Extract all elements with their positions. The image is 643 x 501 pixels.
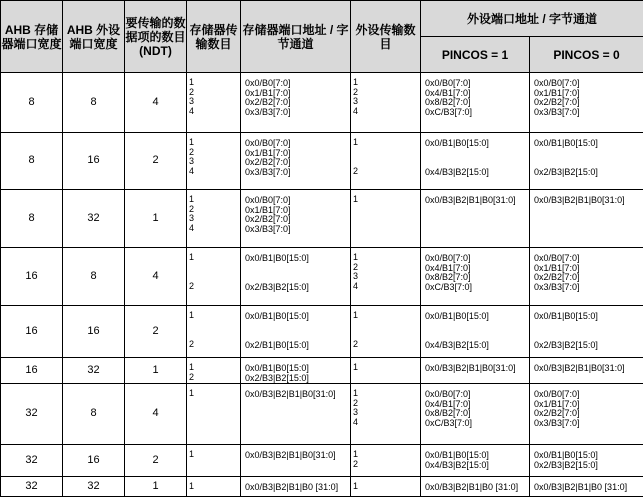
- cell-line: 0x0/B0[7:0]: [534, 389, 580, 400]
- cell-ndt: 1: [125, 477, 187, 497]
- cell-line: 1: [189, 137, 195, 147]
- table-row: [1, 445, 643, 477]
- cell-line: 0x2/B3|B2[15:0]: [245, 281, 309, 292]
- cell-line: 0x0/B3|B2|B1|B0[31:0]: [245, 450, 336, 461]
- header-pincos-0: PINCOS = 0: [530, 37, 643, 73]
- cell-mem-port-addr: [241, 445, 351, 477]
- cell-line: 3: [353, 407, 359, 418]
- cell-mem-port-addr: [241, 306, 351, 358]
- cell-line: 0x4/B1[7:0]: [425, 262, 471, 273]
- cell-line: 1: [353, 362, 359, 372]
- cell-line: 0x3/B3[7:0]: [245, 166, 291, 177]
- header-mem-transfer-count: 存储器传输数目: [187, 1, 241, 73]
- cell-mem-transfer-count: [187, 248, 241, 306]
- cell-ndt: 2: [125, 445, 187, 477]
- cell-mem-port-addr: [241, 358, 351, 384]
- cell-line: 3: [353, 271, 359, 282]
- cell-line: 1: [189, 481, 195, 492]
- cell-line: 0x1/B1[7:0]: [534, 262, 580, 273]
- cell-line: 0x2/B3|B2[15:0]: [534, 339, 598, 350]
- cell-line: 2: [189, 371, 195, 382]
- cell-line: 3: [189, 213, 195, 224]
- cell-line: [534, 149, 643, 159]
- header-ahb-mem-width: AHB 存储器端口宽度: [1, 1, 63, 73]
- cell-line: 0x0/B3|B2|B1|B0[31:0]: [534, 363, 625, 373]
- cell-line: 1: [189, 252, 195, 262]
- cell-pincos-1: [421, 133, 530, 190]
- header-periph-port-addr: 外设端口地址 / 字节通道: [421, 1, 643, 37]
- table-row: [1, 248, 643, 306]
- cell-pincos-0: [530, 190, 643, 248]
- cell-mem-port-addr: [241, 477, 351, 497]
- table-row: [1, 306, 643, 358]
- cell-line: 0x0/B1|B0[15:0]: [245, 363, 309, 373]
- cell-line: 0x3/B3[7:0]: [245, 106, 291, 117]
- cell-mem-port-addr: [241, 73, 351, 133]
- cell-line: 4: [353, 416, 359, 427]
- cell-line: [245, 264, 350, 274]
- cell-ndt: 4: [125, 73, 187, 133]
- cell-line: 0x2/B3|B2[15:0]: [534, 459, 598, 470]
- cell-mem-port-addr: [241, 248, 351, 306]
- cell-pincos-0: [530, 133, 643, 190]
- cell-ahb-mem-width: 32: [1, 445, 63, 477]
- cell-line: 2: [353, 86, 359, 97]
- cell-ndt: 4: [125, 248, 187, 306]
- cell-ndt: 1: [125, 358, 187, 384]
- cell-ahb-mem-width: 8: [1, 73, 63, 133]
- cell-line: 1: [353, 481, 359, 492]
- cell-pincos-1: [421, 73, 530, 133]
- cell-line: 0x0/B1|B0[15:0]: [245, 311, 309, 321]
- cell-mem-transfer-count: [187, 358, 241, 384]
- cell-mem-transfer-count: [187, 477, 241, 497]
- cell-line: [189, 321, 240, 331]
- cell-line: 0x0/B3|B2|B1|B0[31:0]: [425, 363, 516, 373]
- header-pincos-1: PINCOS = 1: [421, 37, 530, 73]
- cell-line: 0x8/B2[7:0]: [425, 408, 471, 419]
- cell-mem-transfer-count: [187, 384, 241, 445]
- cell-line: [189, 330, 240, 340]
- cell-line: 4: [353, 280, 359, 291]
- cell-line: [353, 330, 420, 340]
- cell-line: 0x0/B1|B0[15:0]: [425, 138, 489, 148]
- cell-line: 0x3/B3[7:0]: [534, 106, 580, 117]
- cell-line: [189, 272, 240, 282]
- cell-line: 1: [353, 252, 359, 262]
- cell-pincos-0: [530, 248, 643, 306]
- cell-line: 0x4/B3|B2[15:0]: [425, 166, 489, 177]
- cell-line: 0x0/B3|B2|B1|B0[31:0]: [245, 389, 336, 400]
- cell-pincos-0: [530, 306, 643, 358]
- cell-line: 2: [189, 338, 195, 349]
- cell-line: 0x0/B0[7:0]: [425, 389, 471, 400]
- cell-line: 0x2/B3|B2[15:0]: [534, 166, 598, 177]
- cell-pincos-1: [421, 306, 530, 358]
- cell-mem-port-addr: [241, 190, 351, 248]
- cell-periph-transfer-count: [351, 358, 421, 384]
- cell-periph-transfer-count: [351, 445, 421, 477]
- cell-line: 0x0/B0[7:0]: [245, 138, 291, 148]
- cell-line: 0x0/B3|B2|B1|B0 [31:0]: [425, 482, 519, 493]
- cell-ahb-mem-width: 16: [1, 358, 63, 384]
- cell-line: 2: [189, 146, 195, 157]
- cell-line: [425, 322, 529, 332]
- cell-line: [425, 149, 529, 159]
- cell-line: 4: [353, 105, 359, 116]
- table-row: [1, 477, 643, 497]
- cell-ahb-periph-width: 32: [63, 477, 125, 497]
- cell-line: 1: [353, 194, 359, 204]
- cell-line: 0x0/B0[7:0]: [425, 78, 471, 88]
- cell-line: 4: [189, 105, 195, 116]
- cell-line: 0x1/B1[7:0]: [245, 204, 291, 215]
- cell-line: 0x0/B1|B0[15:0]: [534, 138, 598, 148]
- cell-ahb-mem-width: 16: [1, 248, 63, 306]
- cell-line: [353, 148, 420, 158]
- cell-line: [189, 263, 240, 273]
- cell-line: 1: [189, 194, 195, 204]
- cell-line: 0x2/B2[7:0]: [245, 214, 291, 225]
- cell-line: [353, 321, 420, 331]
- cell-ndt: 1: [125, 190, 187, 248]
- cell-line: 0x2/B2[7:0]: [534, 97, 580, 108]
- cell-ahb-mem-width: 32: [1, 477, 63, 497]
- cell-ahb-periph-width: 16: [63, 133, 125, 190]
- cell-pincos-1: [421, 384, 530, 445]
- cell-mem-transfer-count: [187, 445, 241, 477]
- cell-line: 0x8/B2[7:0]: [425, 97, 471, 108]
- cell-line: 2: [189, 86, 195, 97]
- cell-periph-transfer-count: [351, 477, 421, 497]
- cell-ahb-periph-width: 16: [63, 445, 125, 477]
- cell-line: 1: [189, 388, 195, 399]
- table-row: [1, 73, 643, 133]
- table-row: [1, 190, 643, 248]
- cell-line: 0x0/B1|B0[15:0]: [534, 450, 598, 461]
- cell-periph-transfer-count: [351, 73, 421, 133]
- cell-line: 0x4/B3|B2[15:0]: [425, 339, 489, 350]
- cell-line: 0x4/B1[7:0]: [425, 87, 471, 98]
- cell-line: 4: [189, 222, 195, 233]
- cell-line: 0x2/B3|B2[15:0]: [245, 372, 309, 383]
- cell-line: 0x0/B0[7:0]: [245, 78, 291, 88]
- cell-line: 0x0/B0[7:0]: [425, 253, 471, 263]
- cell-line: 4: [189, 165, 195, 176]
- cell-pincos-1: [421, 190, 530, 248]
- cell-pincos-0: [530, 477, 643, 497]
- cell-line: 0xC/B3[7:0]: [425, 281, 473, 292]
- cell-line: 0x0/B3|B2|B1|B0 [31:0]: [245, 482, 339, 493]
- cell-ahb-mem-width: 8: [1, 190, 63, 248]
- cell-line: 0x0/B1|B0[15:0]: [534, 311, 598, 321]
- cell-mem-port-addr: [241, 384, 351, 445]
- cell-line: 2: [189, 203, 195, 214]
- cell-line: 1: [353, 449, 359, 460]
- table-row: [1, 358, 643, 384]
- cell-line: 0x0/B0[7:0]: [245, 195, 291, 205]
- cell-pincos-0: [530, 384, 643, 445]
- cell-line: 1: [189, 310, 195, 320]
- cell-line: 1: [353, 77, 359, 87]
- cell-mem-transfer-count: [187, 73, 241, 133]
- header-mem-port-addr: 存储器端口地址 / 字节通道: [241, 1, 351, 73]
- cell-line: 0x2/B2[7:0]: [245, 97, 291, 108]
- cell-line: 2: [353, 261, 359, 272]
- cell-line: 0x3/B3[7:0]: [245, 223, 291, 234]
- cell-line: 3: [189, 156, 195, 167]
- cell-mem-transfer-count: [187, 190, 241, 248]
- cell-pincos-0: [530, 445, 643, 477]
- cell-line: 0x1/B1[7:0]: [245, 147, 291, 158]
- cell-line: 0x4/B3|B2[15:0]: [425, 459, 489, 470]
- cell-ndt: 2: [125, 133, 187, 190]
- cell-line: 0x3/B3[7:0]: [534, 417, 580, 428]
- cell-ndt: 4: [125, 384, 187, 445]
- cell-line: 0x2/B2[7:0]: [245, 157, 291, 168]
- cell-pincos-0: [530, 73, 643, 133]
- cell-line: [534, 322, 643, 332]
- cell-line: 0x2/B1|B0[15:0]: [245, 339, 309, 350]
- cell-ahb-periph-width: 32: [63, 190, 125, 248]
- cell-line: 1: [189, 449, 195, 460]
- cell-ahb-periph-width: 8: [63, 73, 125, 133]
- cell-pincos-1: [421, 358, 530, 384]
- header-periph-transfer-count: 外设传输数目: [351, 1, 421, 73]
- cell-line: 0x0/B1|B0[15:0]: [425, 450, 489, 461]
- cell-line: 2: [353, 338, 359, 349]
- cell-line: 0x4/B1[7:0]: [425, 398, 471, 409]
- cell-mem-transfer-count: [187, 133, 241, 190]
- cell-line: 0x0/B3|B2|B1|B0[31:0]: [534, 195, 625, 205]
- cell-pincos-0: [530, 358, 643, 384]
- cell-line: 1: [189, 77, 195, 87]
- cell-line: 1: [353, 310, 359, 320]
- cell-line: 0x0/B0[7:0]: [534, 78, 580, 88]
- cell-pincos-1: [421, 445, 530, 477]
- cell-line: 0x8/B2[7:0]: [425, 272, 471, 283]
- cell-line: 1: [353, 388, 359, 399]
- cell-ahb-periph-width: 32: [63, 358, 125, 384]
- cell-line: 0x3/B3[7:0]: [534, 281, 580, 292]
- cell-pincos-1: [421, 477, 530, 497]
- cell-periph-transfer-count: [351, 248, 421, 306]
- cell-periph-transfer-count: [351, 306, 421, 358]
- cell-ndt: 2: [125, 306, 187, 358]
- cell-ahb-periph-width: 8: [63, 248, 125, 306]
- cell-line: 0x2/B2[7:0]: [534, 272, 580, 283]
- header-ndt: 要传输的数据项的数目 (NDT): [125, 1, 187, 73]
- cell-line: 1: [189, 362, 195, 372]
- table-body: [1, 73, 643, 497]
- cell-line: 0x0/B1|B0[15:0]: [425, 311, 489, 321]
- cell-line: 0x2/B2[7:0]: [534, 408, 580, 419]
- cell-line: 0x1/B1[7:0]: [245, 87, 291, 98]
- cell-line: 2: [353, 458, 359, 469]
- cell-line: 2: [353, 397, 359, 408]
- cell-periph-transfer-count: [351, 384, 421, 445]
- cell-ahb-periph-width: 8: [63, 384, 125, 445]
- cell-ahb-mem-width: 16: [1, 306, 63, 358]
- cell-line: [245, 322, 350, 332]
- cell-line: 0x1/B1[7:0]: [534, 87, 580, 98]
- cell-ahb-periph-width: 16: [63, 306, 125, 358]
- cell-line: 0x0/B3|B2|B1|B0 [31:0]: [534, 482, 628, 493]
- table-row: [1, 384, 643, 445]
- cell-line: 3: [189, 96, 195, 107]
- cell-periph-transfer-count: [351, 190, 421, 248]
- table-row: [1, 133, 643, 190]
- cell-ahb-mem-width: 8: [1, 133, 63, 190]
- cell-line: 0x0/B3|B2|B1|B0[31:0]: [425, 195, 516, 205]
- cell-line: 0x0/B0[7:0]: [534, 253, 580, 263]
- cell-line: 3: [353, 96, 359, 107]
- cell-line: 0xC/B3[7:0]: [425, 417, 473, 428]
- cell-mem-transfer-count: [187, 306, 241, 358]
- cell-line: 0x0/B1|B0[15:0]: [245, 253, 309, 263]
- cell-line: 1: [353, 137, 359, 147]
- cell-line: 0x1/B1[7:0]: [534, 398, 580, 409]
- header-ahb-periph-width: AHB 外设端口宽度: [63, 1, 125, 73]
- cell-line: [353, 157, 420, 167]
- cell-periph-transfer-count: [351, 133, 421, 190]
- cell-ahb-mem-width: 32: [1, 384, 63, 445]
- cell-pincos-1: [421, 248, 530, 306]
- cell-line: 0xC/B3[7:0]: [425, 106, 473, 117]
- cell-mem-port-addr: [241, 133, 351, 190]
- cell-line: 2: [189, 280, 195, 291]
- cell-line: 2: [353, 165, 359, 176]
